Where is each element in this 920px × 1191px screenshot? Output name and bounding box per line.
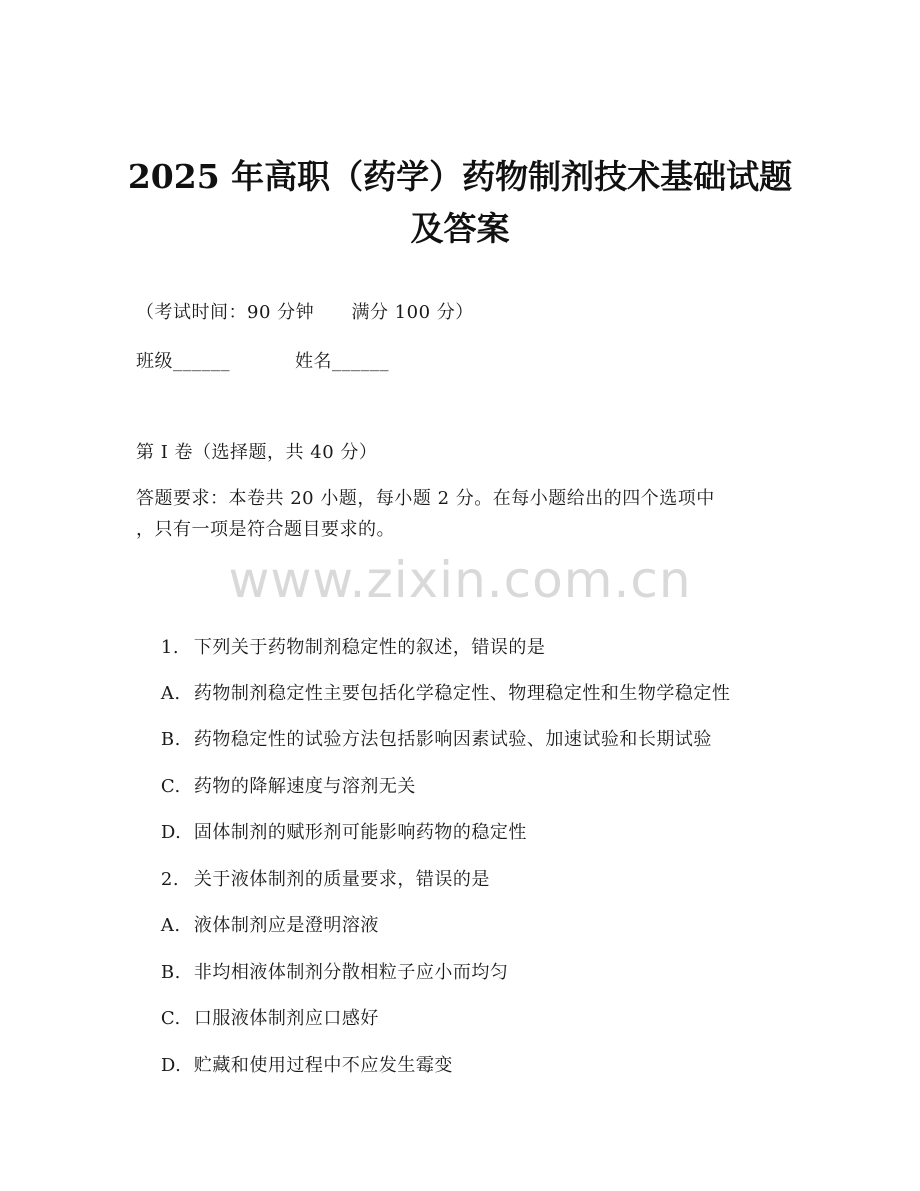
section-heading: 第 I 卷（选择题，共 40 分） [136, 442, 378, 463]
watermark: www.zixin.com.cn [228, 551, 692, 609]
option-text: 贮藏和使用过程中不应发生霉变 [193, 1055, 453, 1076]
question-2-option-d [136, 1030, 453, 1102]
question-text: 关于液体制剂的质量要求，错误的是 [193, 869, 490, 890]
option-text: 非均相液体制剂分散相粒子应小而均匀 [193, 962, 509, 983]
document-title-line-2: 及答案 [410, 209, 510, 248]
document-title-line-1: 2025 年高职（药学）药物制剂技术基础试题 [127, 157, 793, 196]
option-letter: D. [160, 822, 182, 843]
option-letter: C. [160, 776, 181, 797]
question-text: 下列关于药物制剂稳定性的叙述，错误的是 [193, 637, 546, 658]
option-text: 药物制剂稳定性主要包括化学稳定性、物理稳定性和生物学稳定性 [193, 683, 731, 704]
option-letter: B. [160, 729, 181, 750]
exam-info: （考试时间：90 分钟 满分 100 分） [136, 302, 474, 323]
name-field: 姓名______ [295, 351, 389, 372]
option-text: 药物的降解速度与溶剂无关 [193, 776, 416, 797]
option-letter: A. [160, 683, 181, 704]
option-letter: A. [160, 915, 181, 936]
question-number: 2. [160, 869, 180, 890]
option-letter: C. [160, 1008, 181, 1029]
option-text: 固体制剂的赋形剂可能影响药物的稳定性 [193, 822, 527, 843]
section-instruction-line-2: ，只有一项是符合题目要求的。 [136, 519, 395, 540]
question-number: 1. [160, 637, 180, 658]
option-text: 药物稳定性的试验方法包括影响因素试验、加速试验和长期试验 [193, 729, 712, 750]
class-field: 班级______ [136, 351, 230, 372]
option-text: 液体制剂应是澄明溶液 [193, 915, 379, 936]
section-instruction-line-1: 答题要求：本卷共 20 小题，每小题 2 分。在每小题给出的四个选项中 [136, 488, 715, 509]
option-text: 口服液体制剂应口感好 [193, 1008, 379, 1029]
option-letter: D. [160, 1055, 182, 1076]
option-letter: B. [160, 962, 181, 983]
